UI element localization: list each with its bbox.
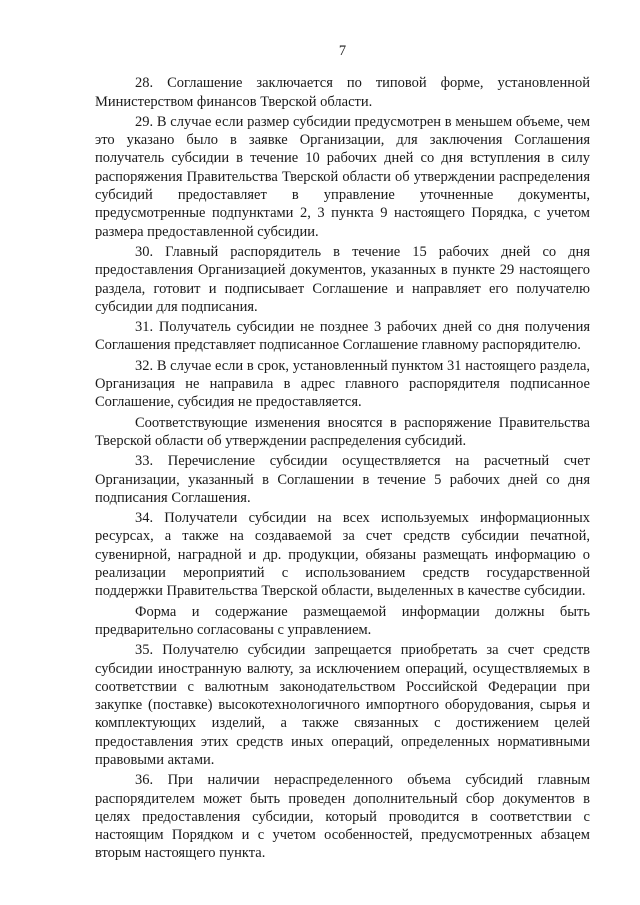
paragraph-35: 35. Получателю субсидии запрещается приобретать за счет средств субсидии иностранную валюту, за исключением операций, осуществляемых в соответствии с валютным законодательством Российской Федерации при закупке (поставке) высокотехнологичного импортного оборудования, сырья и комплектующих изделий, а также связанных с достижением целей предоставления этих средств иных операций, определенных нормативными правовыми актами. <box>95 642 590 768</box>
paragraph-29: 29. В случае если размер субсидии предусмотрен в меньшем объеме, чем это указано было в заявке Организации, для заключения Соглашения получатель субсидии в течение 10 рабочих дней со дня вступления в силу распоряжения Правительства Тверской области об утверждении распределения субсидий предоставляет в управление уточненные документы, предусмотренные подпунктами 2, 3 пункта 9 настоящего Порядка, с учетом размера предоставленной субсидии. <box>95 113 590 240</box>
paragraph-32: 32. В случае если в срок, установленный пунктом 31 настоящего раздела, Организация не направила в адрес главного распорядителя подписанное Соглашение, субсидия не предоставляется. <box>95 357 590 411</box>
paragraph-34-continuation: Форма и содержание размещаемой информации должны быть предварительно согласованы с управлением. <box>95 603 590 638</box>
paragraph-36: 36. При наличии нераспределенного объема субсидий главным распорядителем может быть проведен дополнительный сбор документов в целях предоставления субсидии, который проводится в соответствии с настоящим Порядком и с учетом особенностей, предусмотренных абзацем вторым настоящего пункта. <box>95 772 590 862</box>
paragraph-32-continuation: Соответствующие изменения вносятся в распоряжение Правительства Тверской области об утверждении распределения субсидий. <box>95 414 590 449</box>
paragraph-28: 28. Соглашение заключается по типовой форме, установленной Министерством финансов Тверской области. <box>95 75 590 110</box>
paragraph-33: 33. Перечисление субсидии осуществляется на расчетный счет Организации, указанный в Соглашении в течение 5 рабочих дней со дня подписания Соглашения. <box>95 453 590 506</box>
paragraph-31: 31. Получатель субсидии не позднее 3 рабочих дней со дня получения Соглашения представляет подписанное Соглашение главному распорядителю. <box>95 319 590 354</box>
paragraph-30: 30. Главный распорядитель в течение 15 рабочих дней со дня предоставления Организацией документов, указанных в пункте 29 настоящего раздела, готовит и подписывает Соглашение и направляет его получателю субсидии для подписания. <box>95 243 590 315</box>
page-number: 7 <box>338 43 347 59</box>
paragraph-34: 34. Получатели субсидии на всех используемых информационных ресурсах, а также на создаваемой за счет средств субсидии печатной, сувенирной, наградной и др. продукции, обязаны размещать информацию о реализации мероприятий с использованием средств государственной поддержки Правительства Тверской области, выделенных в качестве субсидии. <box>95 510 590 600</box>
